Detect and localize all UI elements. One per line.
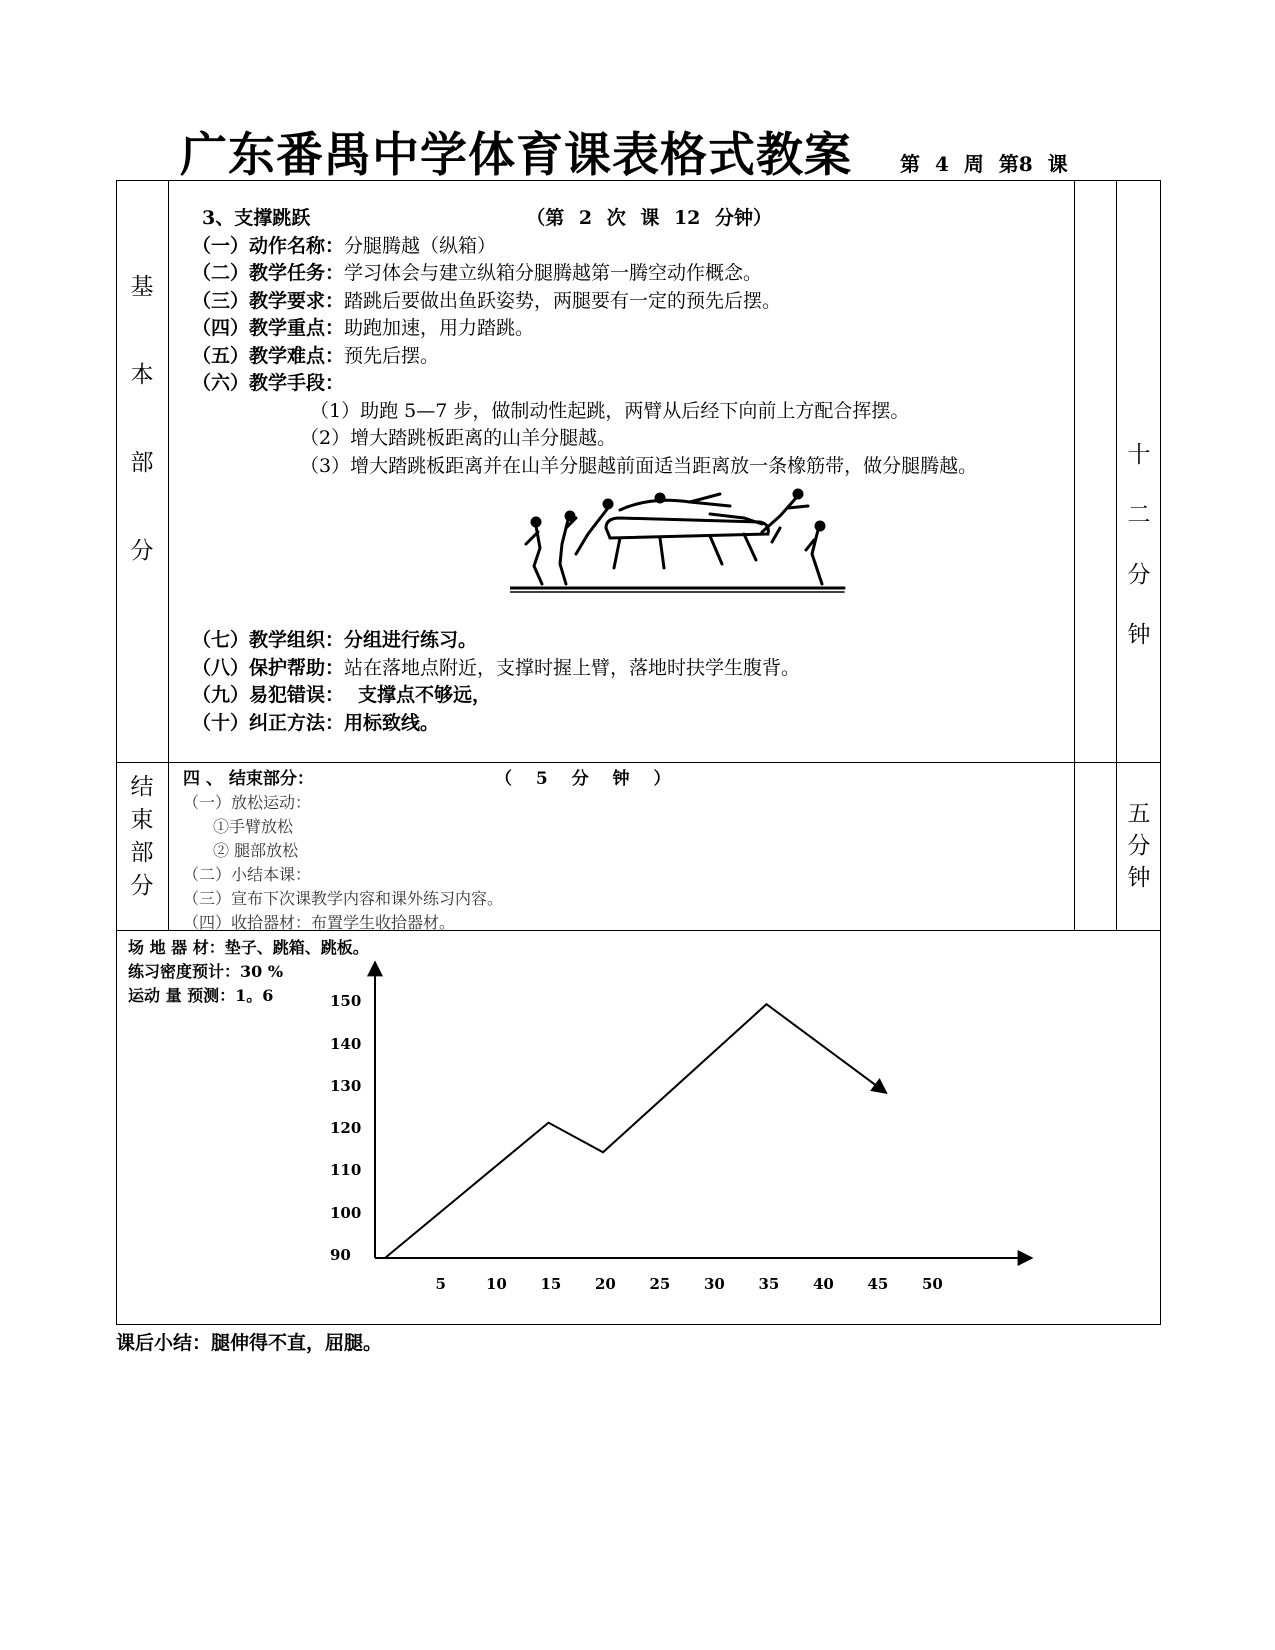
x-tick-label: 25 [649, 1275, 671, 1293]
x-tick-label: 35 [758, 1275, 780, 1293]
end-part-label: 结 束 部 分 [130, 774, 154, 899]
means-item: （2）增大踏跳板距离的山羊分腿越。 [300, 427, 617, 449]
means-item: （1）助跑 5—7 步，做制动性起跳，两臂从后经下向前上方配合挥摆。 [310, 399, 910, 422]
x-tick-label: 45 [867, 1275, 889, 1293]
list-item: ①手臂放松 [213, 817, 294, 836]
list-item: （八）保护帮助：站在落地点附近，支撑时握上臂，落地时扶学生腹背。 [192, 656, 801, 679]
list-item: （五）教学难点：预先后摆。 [192, 344, 440, 367]
section-heading: 四 、 结束部分： （ 5 分 钟 ） [183, 769, 671, 789]
list-item: （十）纠正方法：用标致线。 [192, 711, 440, 734]
list-item: （四）收拾器材：布置学生收拾器材。 [183, 913, 456, 932]
list-item: （三）宣布下次课教学内容和课外练习内容。 [183, 889, 504, 908]
heart-rate-line [385, 1004, 886, 1258]
x-tick-label: 40 [813, 1275, 834, 1293]
list-item: （六）教学手段： [192, 372, 345, 394]
y-tick-label: 140 [330, 1034, 362, 1053]
y-tick-label: 150 [330, 992, 362, 1011]
list-item: （七）教学组织：分组进行练习。 [192, 629, 478, 651]
end-part-duration: 五 分 钟 [1127, 801, 1151, 891]
x-tick-label: 5 [435, 1275, 446, 1293]
x-tick-label: 30 [704, 1275, 725, 1293]
section-heading: 3、支撑跳跃 （第 2 次 课 12 分钟） [202, 207, 773, 229]
lesson-summary: 课后小结：腿伸得不直，屈腿。 [116, 1332, 383, 1354]
y-tick-label: 130 [330, 1076, 362, 1095]
list-item: （一）放松运动： [183, 793, 312, 812]
y-tick-label: 100 [330, 1203, 362, 1222]
basic-part-label: 基 本 部 分 [130, 274, 154, 564]
y-tick-label: 120 [330, 1119, 362, 1138]
list-item: （二）小结本课： [183, 865, 312, 884]
list-item: （一）动作名称：分腿腾越（纵箱） [192, 234, 497, 257]
list-item: （四）教学重点：助跑加速，用力踏跳。 [192, 317, 535, 339]
x-tick-label: 20 [595, 1275, 616, 1293]
basic-part-duration: 十 二 分 钟 [1127, 442, 1151, 648]
y-tick-label: 90 [330, 1246, 351, 1264]
x-tick-label: 15 [540, 1275, 562, 1293]
list-item: ② 腿部放松 [213, 841, 299, 860]
page-title: 广东番禺中学体育课表格式教案 [180, 128, 852, 183]
list-item: （二）教学任务：学习体会与建立纵箱分腿腾越第一腾空动作概念。 [192, 262, 763, 284]
list-item: （九）易犯错误： 支撑点不够远， [192, 684, 492, 706]
means-item: （3）增大踏跳板距离并在山羊分腿越前面适当距离放一条橡筋带，做分腿腾越。 [300, 454, 978, 477]
load-text: 运动 量 预测：1。6 [128, 986, 274, 1005]
equipment-text: 场 地 器 材：垫子、跳箱、跳板。 [128, 938, 369, 957]
y-tick-label: 110 [330, 1161, 362, 1180]
x-tick-label: 50 [922, 1275, 943, 1293]
x-tick-label: 10 [486, 1275, 507, 1293]
density-text: 练习密度预计：30 % [128, 962, 284, 981]
week-lesson: 第 4 周 第8 课 [900, 152, 1068, 176]
list-item: （三）教学要求：踏跳后要做出鱼跃姿势，两腿要有一定的预先后摆。 [192, 289, 782, 312]
